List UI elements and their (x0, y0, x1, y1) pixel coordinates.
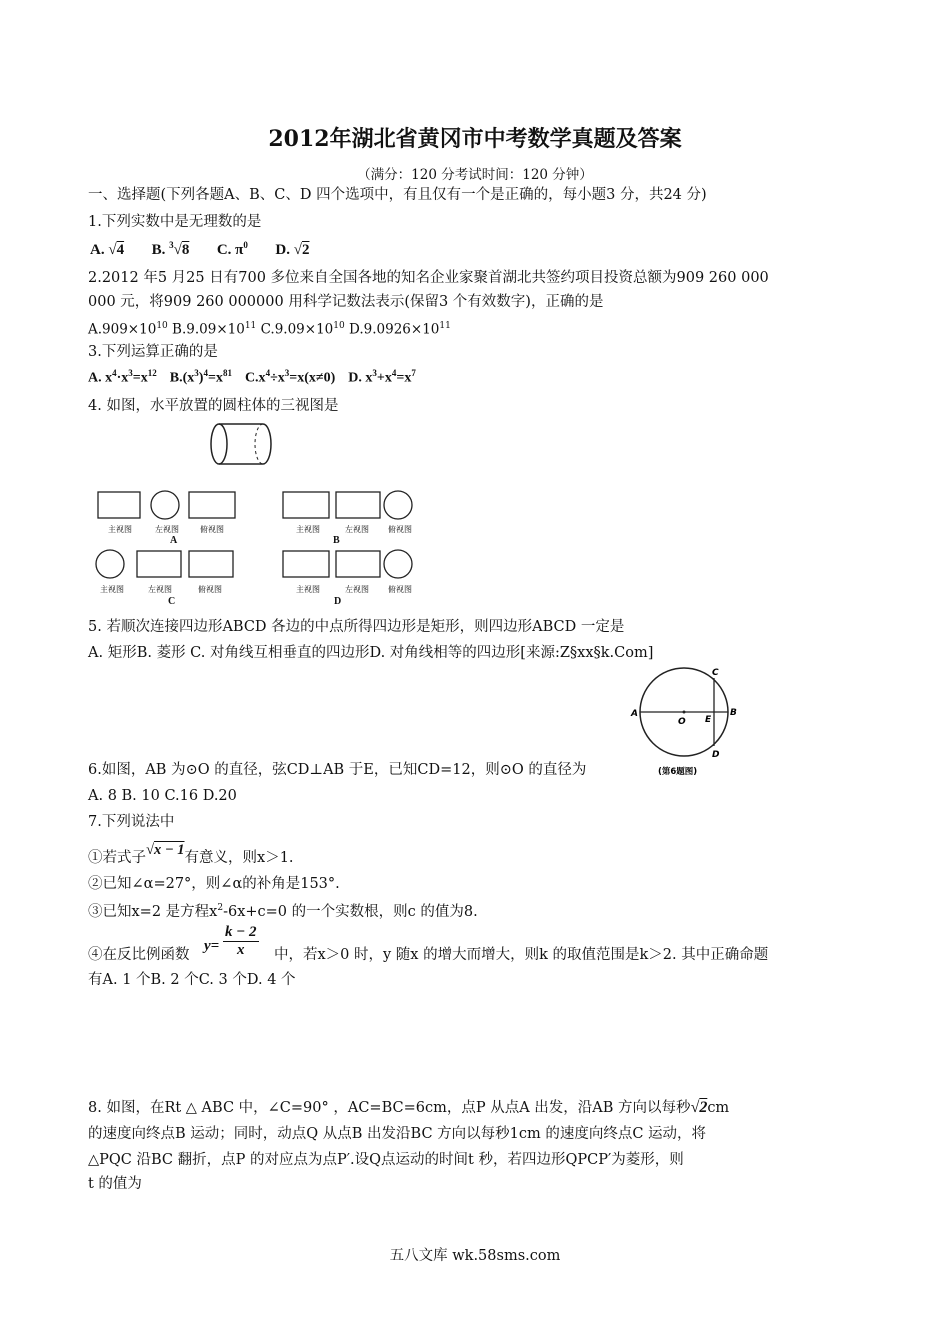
q7-statement-4-rest: 中，若x＞0 时，y 随x 的增大而增大，则k 的取值范围是k＞2. 其中正确命题 (274, 947, 769, 963)
q7-statement-1: ①若式子√x − 1有意义，则x＞1. (88, 842, 294, 866)
q1-option-a-label: A. (90, 242, 105, 258)
q4-c-label-top: 俯视图 (198, 585, 222, 594)
q1-stem: 1.下列实数中是无理数的是 (88, 214, 262, 230)
q6-point-b: B (730, 708, 737, 718)
q6-point-o: O (678, 717, 686, 727)
q4-d-label-left: 左视图 (345, 585, 369, 594)
q1-option-c-value: $\pi^0$ (235, 240, 248, 258)
q1-option-b-label: B. (151, 242, 166, 258)
q4-label-b: B (333, 535, 340, 546)
section-heading: 一、选择题(下列各题A、B、C、D 四个选项中，有且仅有一个是正确的，每小题3 分，共24 分) (88, 187, 707, 203)
footer-watermark: 五八文库 wk.58sms.com (389, 1248, 561, 1264)
q8-line3: △PQC 沿BC 翻折，点P 的对应点为点P′.设Q点运动的时间t 秒，若四边形QPCP′为菱形，则 (88, 1152, 684, 1168)
q8-line4: t 的值为 (88, 1176, 142, 1192)
q1-option-c-label: C. (216, 242, 232, 258)
q4-b-label-main: 主视图 (296, 525, 320, 534)
q4-d-label-main: 主视图 (296, 585, 320, 594)
q3-options: A. $x^4\cdot x^3=x^{12}$ $B.(x^3)^4=x^{81}$ $C.x^4\div x^3=x(x\ne 0)$ D. $x^3+x^4=x^7$ (88, 368, 416, 386)
q4-d-label-top: 俯视图 (388, 585, 412, 594)
q3-stem: 3.下列运算正确的是 (88, 344, 218, 360)
q1-option-b-value: $^3$√8 (169, 240, 190, 258)
q4-option-c-views (92, 547, 237, 581)
q1-option-d-value: √2 (293, 242, 310, 258)
q8-line2: 的速度向终点B 运动；同时，动点Q 从点B 出发沿BC 方向以每秒1cm 的速度向终点C 运动，将 (88, 1126, 707, 1142)
q6-circle-figure (626, 662, 746, 782)
q4-option-d-views (280, 547, 420, 581)
cylinder-figure (205, 420, 275, 470)
q4-label-c: C (168, 596, 176, 607)
q7-stem: 7.下列说法中 (88, 814, 175, 830)
q8-line1: 8. 如图，在Rt △ ABC 中，∠C=90° ，AC=BC=6cm，点P 从点A 出发，沿AB 方向以每秒√2cm (88, 1099, 730, 1116)
q6-stem: 6.如图，AB 为⊙O 的直径，弦CD⊥AB 于E，已知CD=12，则⊙O 的直径为 (88, 762, 587, 778)
q4-b-label-left: 左视图 (345, 525, 369, 534)
q2-line1: 2.2012 年5 月25 日有700 多位来自全国各地的知名企业家聚首湖北共签约项目投资总额为909 260 000 (88, 270, 769, 286)
q7-statement-2: ②已知∠α=27°，则∠α的补角是153°. (88, 876, 340, 892)
q4-option-a-views (95, 488, 240, 520)
q4-a-label-left: 左视图 (155, 525, 179, 534)
q6-point-e: E (705, 715, 712, 725)
q7-statement-4: ④在反比例函数 (88, 947, 190, 963)
q5-options: A. 矩形B. 菱形 C. 对角线互相垂直的四边形D. 对角线相等的四边形[来源:Z§xx§k.Com] (88, 645, 654, 661)
q1-option-a-value: √4 (108, 242, 125, 258)
q7-options: 有A. 1 个B. 2 个C. 3 个D. 4 个 (88, 972, 296, 988)
q6-point-d: D (712, 750, 720, 760)
q6-options: A. 8 B. 10 C.16 D.20 (88, 788, 237, 804)
q1-option-d-label: D. (275, 242, 290, 258)
q4-a-label-top: 俯视图 (200, 525, 224, 534)
q7-statement-3: ③已知x=2 是方程$x^2-6x+c=0$ 的一个实数根，则c 的值为8. (88, 903, 478, 920)
q2-options: $A.909\times 10^{10}$ $B.9.09\times 10^{11}$ $C.9.09\times 10^{10}$ $D.9.0926\times 10^{11}$ (88, 321, 451, 338)
q6-caption: (第6题图) (658, 767, 698, 777)
q4-c-label-left: 左视图 (148, 585, 172, 594)
q4-option-b-views (280, 488, 420, 522)
q4-a-label-main: 主视图 (108, 525, 132, 534)
subtitle: （满分：120 分考试时间：120 分钟） (357, 167, 593, 183)
q6-point-c: C (712, 668, 719, 678)
q6-point-a: A (631, 709, 638, 719)
q4-label-a: A (170, 535, 178, 546)
q4-c-label-main: 主视图 (100, 585, 124, 594)
q4-label-d: D (334, 596, 342, 607)
q1-options (90, 240, 309, 259)
q5-stem: 5. 若顺次连接四边形ABCD 各边的中点所得四边形是矩形，则四边形ABCD 一定是 (88, 619, 625, 635)
page-title: 2012年湖北省黄冈市中考数学真题及答案 (268, 126, 682, 152)
q4-stem: 4. 如图，水平放置的圆柱体的三视图是 (88, 398, 339, 414)
q2-line2: 000 元，将909 260 000000 用科学记数法表示(保留3 个有效数字)，正确的是 (88, 294, 604, 310)
q4-b-label-top: 俯视图 (388, 525, 412, 534)
q7-fraction: y= $\frac{k - 2}{x}$ (204, 924, 257, 958)
